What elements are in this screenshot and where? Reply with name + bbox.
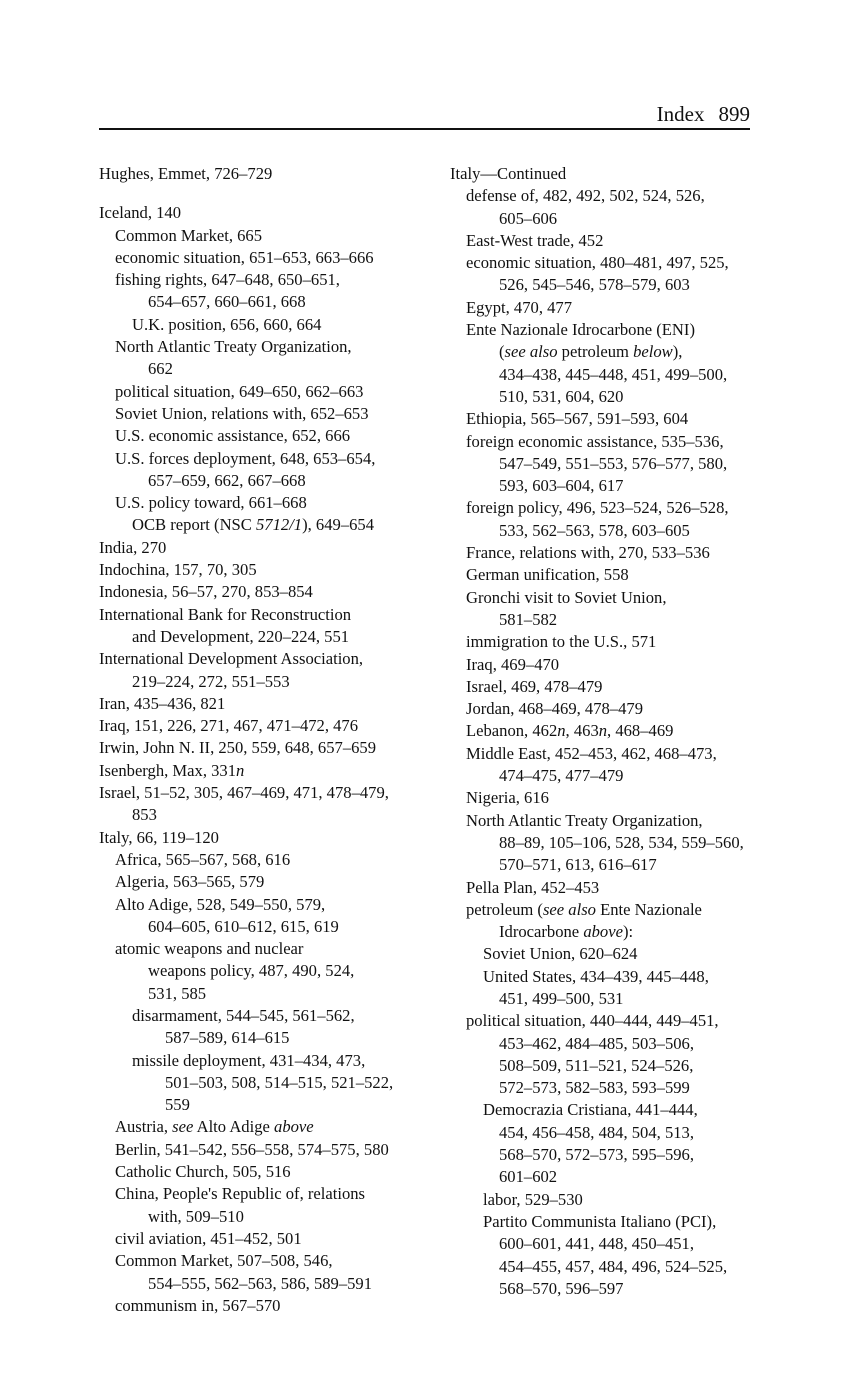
index-line-text: 508–509, 511–521, 524–526, <box>499 1055 694 1075</box>
index-line-text: Egypt, 470, 477 <box>466 297 573 317</box>
index-line-text: 88–89, 105–106, 528, 534, 559–560, <box>499 832 744 852</box>
index-line <box>450 698 760 720</box>
index-line-text: 570–571, 613, 616–617 <box>499 855 657 875</box>
index-line <box>99 1027 424 1049</box>
index-line-text: petroleum <box>557 342 634 362</box>
index-line-text: foreign economic assistance, 535–536, <box>466 431 724 451</box>
index-line-text: 604–605, 610–612, 615, 619 <box>148 916 339 936</box>
index-line <box>450 854 760 876</box>
index-line <box>450 877 760 899</box>
index-line-text: East-West trade, 452 <box>466 230 604 250</box>
index-line <box>99 1094 424 1116</box>
index-line-text: with, 509–510 <box>148 1206 244 1226</box>
index-line-text: North Atlantic Treaty Organization, <box>115 337 352 357</box>
index-line-text: Middle East, 452–453, 462, 468–473, <box>466 743 717 763</box>
index-line <box>99 358 424 380</box>
index-line <box>99 559 424 581</box>
index-line <box>450 943 760 965</box>
entry-gap <box>99 185 424 202</box>
index-line <box>99 1295 424 1317</box>
index-line-text: political situation, 440–444, 449–451, <box>466 1011 719 1031</box>
index-line <box>99 804 424 826</box>
index-line-text: U.S. economic assistance, 652, 666 <box>115 426 351 446</box>
index-line-text: ), <box>672 342 683 362</box>
index-line-text: see <box>172 1117 194 1137</box>
index-line <box>99 626 424 648</box>
index-line <box>99 1072 424 1094</box>
index-line-text: Democrazia Cristiana, 441–444, <box>483 1100 698 1120</box>
index-line <box>99 827 424 849</box>
index-line-text: ), 649–654 <box>302 515 375 535</box>
index-line <box>99 269 424 291</box>
index-line <box>99 983 424 1005</box>
index-line-text: France, relations with, 270, 533–536 <box>466 543 710 563</box>
index-line-text: Common Market, 665 <box>115 225 263 245</box>
index-line <box>99 916 424 938</box>
index-line-text: 600–601, 441, 448, 450–451, <box>499 1234 694 1254</box>
index-line-text: fishing rights, 647–648, 650–651, <box>115 270 340 290</box>
index-line-text: 453–462, 484–485, 503–506, <box>499 1033 694 1053</box>
index-line <box>99 604 424 626</box>
index-line <box>450 1055 760 1077</box>
index-line-text: Alto Adige <box>193 1117 275 1137</box>
index-line-text: Iraq, 151, 226, 271, 467, 471–472, 476 <box>99 716 359 736</box>
index-line-text: Lebanon, 462 <box>466 721 558 741</box>
index-line-text: Africa, 565–567, 568, 616 <box>115 849 291 869</box>
index-line-text: Ente Nazionale Idrocarbone (ENI) <box>466 320 695 340</box>
index-line <box>99 448 424 470</box>
index-line <box>99 581 424 603</box>
index-line <box>450 787 760 809</box>
index-line-text: Partito Communista Italiano (PCI), <box>483 1211 717 1231</box>
index-line <box>450 386 760 408</box>
index-line <box>99 537 424 559</box>
index-line <box>99 514 424 536</box>
index-line-text: 434–438, 445–448, 451, 499–500, <box>499 364 728 384</box>
index-line-text: n <box>557 721 566 741</box>
index-line <box>99 291 424 313</box>
index-line-text: see also <box>504 342 558 362</box>
index-line <box>450 810 760 832</box>
index-line <box>450 1099 760 1121</box>
index-line <box>450 988 760 1010</box>
index-line <box>450 743 760 765</box>
index-line <box>450 1077 760 1099</box>
index-line <box>99 492 424 514</box>
index-line <box>99 1161 424 1183</box>
index-line-text: disarmament, 544–545, 561–562, <box>132 1005 355 1025</box>
index-line <box>450 520 760 542</box>
index-line <box>450 832 760 854</box>
index-line <box>99 1228 424 1250</box>
index-line <box>99 1183 424 1205</box>
index-line-text: defense of, 482, 492, 502, 524, 526, <box>466 186 705 206</box>
index-line-text: above <box>274 1117 314 1137</box>
index-line-text: Idrocarbone <box>499 922 584 942</box>
index-line-text: United States, 434–439, 445–448, <box>483 966 709 986</box>
index-line-text: civil aviation, 451–452, 501 <box>115 1228 302 1248</box>
index-line <box>99 871 424 893</box>
page-number: 899 <box>718 102 750 126</box>
index-line <box>450 1211 760 1233</box>
index-line-text: North Atlantic Treaty Organization, <box>466 810 703 830</box>
index-line <box>450 1033 760 1055</box>
index-line-text: U.S. policy toward, 661–668 <box>115 493 307 513</box>
index-line-text: Soviet Union, 620–624 <box>483 944 638 964</box>
index-line-text: above <box>583 922 623 942</box>
index-line-text: 501–503, 508, 514–515, 521–522, <box>165 1072 394 1092</box>
index-line <box>450 1144 760 1166</box>
index-line-text: 474–475, 477–479 <box>499 766 624 786</box>
index-line <box>450 319 760 341</box>
index-line-text: economic situation, 651–653, 663–666 <box>115 247 374 267</box>
index-line-text: 601–602 <box>499 1167 558 1187</box>
index-line-text: Indonesia, 56–57, 270, 853–854 <box>99 582 313 602</box>
index-line <box>99 849 424 871</box>
index-line <box>450 1189 760 1211</box>
index-line-text: Israel, 51–52, 305, 467–469, 471, 478–479, <box>99 783 389 803</box>
index-line-text: 219–224, 272, 551–553 <box>132 671 290 691</box>
index-line-text: Hughes, Emmet, 726–729 <box>99 164 273 183</box>
index-line <box>99 1005 424 1027</box>
index-line <box>450 185 760 207</box>
index-line <box>450 297 760 319</box>
index-line <box>450 230 760 252</box>
index-line-text: 605–606 <box>499 208 558 228</box>
index-line <box>99 894 424 916</box>
index-line <box>450 609 760 631</box>
index-line-text: petroleum ( <box>466 899 543 919</box>
index-line-text: Indochina, 157, 70, 305 <box>99 560 257 580</box>
index-line <box>450 966 760 988</box>
index-line-text: Ente Nazionale <box>595 899 702 919</box>
index-line-text: Austria, <box>115 1117 173 1137</box>
index-line <box>99 960 424 982</box>
index-column-right <box>450 163 760 1300</box>
index-line-text: Common Market, 507–508, 546, <box>115 1251 333 1271</box>
index-line <box>99 403 424 425</box>
index-line <box>99 715 424 737</box>
index-line <box>99 693 424 715</box>
index-line <box>450 364 760 386</box>
index-line-text: 454–455, 457, 484, 496, 524–525, <box>499 1256 728 1276</box>
index-line-text: see also <box>542 899 596 919</box>
index-line-text: Israel, 469, 478–479 <box>466 676 603 696</box>
index-line-text: Gronchi visit to Soviet Union, <box>466 587 667 607</box>
index-line-text: 559 <box>165 1095 190 1115</box>
index-line <box>99 1139 424 1161</box>
index-line-text: 853 <box>132 805 157 825</box>
index-line-text: 587–589, 614–615 <box>165 1028 290 1048</box>
index-line-text: 581–582 <box>499 609 558 629</box>
index-line-text: China, People's Republic of, relations <box>115 1184 366 1204</box>
index-line <box>450 208 760 230</box>
index-line <box>450 431 760 453</box>
index-line-text: 657–659, 662, 667–668 <box>148 470 306 490</box>
index-line <box>450 163 760 185</box>
index-line-text: U.K. position, 656, 660, 664 <box>132 314 322 334</box>
index-line-text: missile deployment, 431–434, 473, <box>132 1050 366 1070</box>
index-line-text: Italy, 66, 119–120 <box>99 827 219 847</box>
index-line-text: 454, 456–458, 484, 504, 513, <box>499 1122 694 1142</box>
index-line-text: OCB report (NSC <box>132 515 256 535</box>
index-line-text: , 463 <box>565 721 599 741</box>
index-line-text: Jordan, 468–469, 478–479 <box>466 699 643 719</box>
index-line-text: U.S. forces deployment, 648, 653–654, <box>115 448 376 468</box>
index-line-text: economic situation, 480–481, 497, 525, <box>466 253 729 273</box>
index-line-text: 526, 545–546, 578–579, 603 <box>499 275 690 295</box>
index-line <box>450 899 760 921</box>
index-line-text: 662 <box>148 359 173 379</box>
index-line-text: and Development, 220–224, 551 <box>132 626 350 646</box>
index-line-text: Italy—Continued <box>450 164 567 183</box>
index-line <box>450 497 760 519</box>
index-line-text: weapons policy, 487, 490, 524, <box>148 961 355 981</box>
index-line <box>99 247 424 269</box>
index-line-text: immigration to the U.S., 571 <box>466 632 657 652</box>
index-line-text: below <box>633 342 673 362</box>
header-rule <box>99 128 750 130</box>
index-line <box>99 1250 424 1272</box>
index-line <box>450 765 760 787</box>
index-line <box>450 720 760 742</box>
index-line-text: 568–570, 572–573, 595–596, <box>499 1145 694 1165</box>
index-line <box>450 274 760 296</box>
index-line <box>450 587 760 609</box>
index-line <box>450 1010 760 1032</box>
index-line <box>450 453 760 475</box>
index-line <box>99 1273 424 1295</box>
index-line-text: German unification, 558 <box>466 565 629 585</box>
index-line <box>450 1278 760 1300</box>
index-line <box>99 938 424 960</box>
index-line-text: 451, 499–500, 531 <box>499 988 624 1008</box>
index-line-text: Iran, 435–436, 821 <box>99 693 226 713</box>
index-line <box>99 760 424 782</box>
index-line-text: , 468–469 <box>607 721 674 741</box>
index-line-text: 572–573, 582–583, 593–599 <box>499 1078 690 1098</box>
index-line-text: Pella Plan, 452–453 <box>466 877 600 897</box>
index-line <box>99 470 424 492</box>
index-line <box>450 631 760 653</box>
index-line <box>450 676 760 698</box>
index-line <box>450 252 760 274</box>
index-line <box>450 475 760 497</box>
index-line-text: 531, 585 <box>148 983 207 1003</box>
index-line <box>99 1206 424 1228</box>
index-line-text: 568–570, 596–597 <box>499 1278 624 1298</box>
index-line <box>99 381 424 403</box>
index-line <box>99 336 424 358</box>
index-line-text: n <box>236 760 245 780</box>
index-line <box>99 737 424 759</box>
index-line-text: 533, 562–563, 578, 603–605 <box>499 520 690 540</box>
index-line <box>99 425 424 447</box>
index-line <box>99 225 424 247</box>
index-line-text: labor, 529–530 <box>483 1189 583 1209</box>
index-line-text: atomic weapons and nuclear <box>115 939 304 959</box>
running-header <box>99 100 750 128</box>
index-line-text: International Bank for Reconstruction <box>99 604 352 624</box>
index-line-text: Nigeria, 616 <box>466 788 549 808</box>
index-line-text: n <box>598 721 608 741</box>
index-line <box>450 1166 760 1188</box>
index-line-text: ): <box>622 922 634 942</box>
index-line-text: Soviet Union, relations with, 652–653 <box>115 403 369 423</box>
index-line-text: Alto Adige, 528, 549–550, 579, <box>115 894 326 914</box>
index-line-text: political situation, 649–650, 662–663 <box>115 381 364 401</box>
index-line-text: India, 270 <box>99 537 167 557</box>
index-line-text: ( <box>499 342 505 362</box>
index-line <box>450 542 760 564</box>
index-line <box>450 408 760 430</box>
index-line <box>450 564 760 586</box>
index-line <box>450 1256 760 1278</box>
index-line <box>99 163 424 185</box>
index-line-text: 654–657, 660–661, 668 <box>148 292 306 312</box>
index-line-text: foreign policy, 496, 523–524, 526–528, <box>466 498 729 518</box>
index-line <box>99 1116 424 1138</box>
index-line <box>99 671 424 693</box>
index-column-left <box>99 163 424 1317</box>
index-line-text: Berlin, 541–542, 556–558, 574–575, 580 <box>115 1139 389 1159</box>
index-line-text: Irwin, John N. II, 250, 559, 648, 657–659 <box>99 738 377 758</box>
index-line-text: communism in, 567–570 <box>115 1295 281 1315</box>
index-line <box>450 1122 760 1144</box>
running-header-title: Index <box>656 102 705 126</box>
index-line-text: 5712/1 <box>256 515 303 535</box>
index-line-text: 554–555, 562–563, 586, 589–591 <box>148 1273 373 1293</box>
index-line-text: 593, 603–604, 617 <box>499 476 624 496</box>
index-line <box>450 654 760 676</box>
index-line <box>99 202 424 224</box>
index-line-text: International Development Association, <box>99 649 364 669</box>
index-line-text: 510, 531, 604, 620 <box>499 386 624 406</box>
index-line <box>450 921 760 943</box>
index-line <box>99 648 424 670</box>
index-line-text: Isenbergh, Max, 331 <box>99 760 237 780</box>
index-line <box>99 782 424 804</box>
index-line <box>99 314 424 336</box>
index-line-text: Algeria, 563–565, 579 <box>115 872 265 892</box>
index-line-text: 547–549, 551–553, 576–577, 580, <box>499 453 728 473</box>
index-line-text: Ethiopia, 565–567, 591–593, 604 <box>466 409 689 429</box>
index-line <box>450 341 760 363</box>
index-line-text: Catholic Church, 505, 516 <box>115 1162 291 1182</box>
index-line <box>450 1233 760 1255</box>
index-line <box>99 1050 424 1072</box>
index-line-text: Iraq, 469–470 <box>466 654 560 674</box>
index-line-text: Iceland, 140 <box>99 203 182 223</box>
